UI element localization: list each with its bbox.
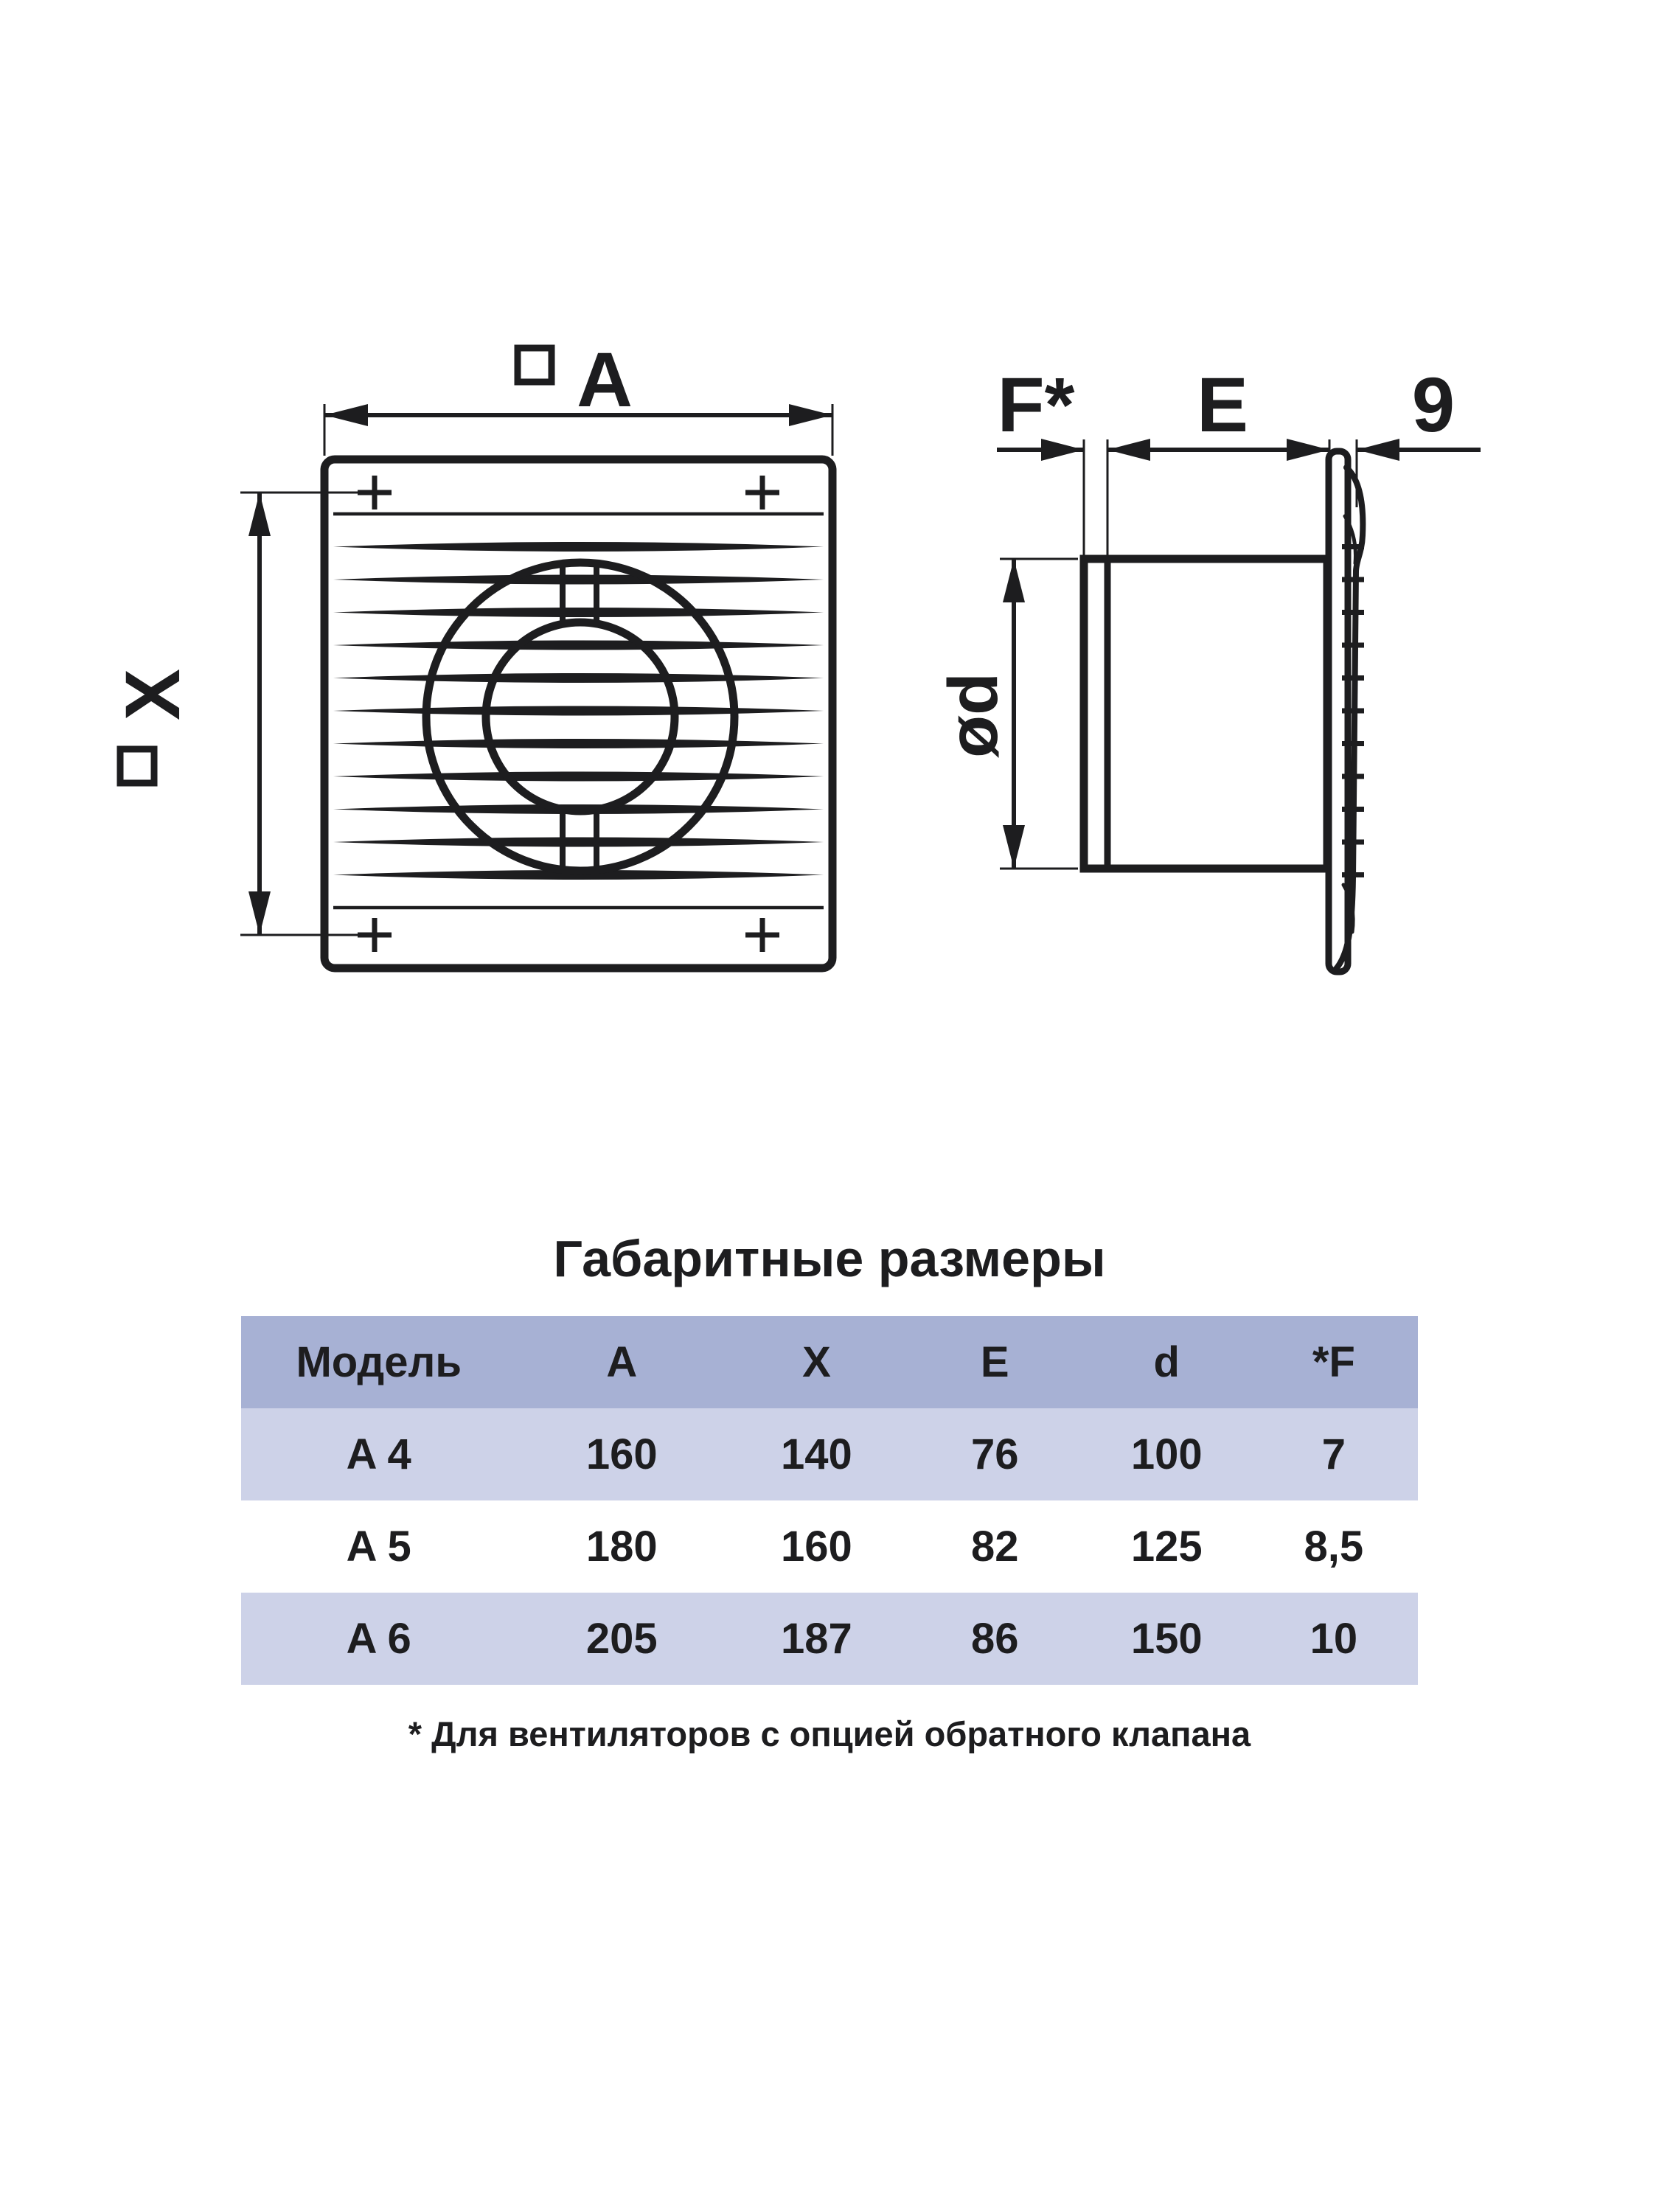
dim-x-letter: X (110, 668, 196, 721)
front-view (110, 337, 832, 968)
dim-x-label (110, 669, 196, 783)
arrowhead-down-icon (1003, 825, 1025, 869)
column-header-f: *F (1312, 1338, 1355, 1386)
cell-d: 150 (1130, 1614, 1203, 1663)
side-view (934, 362, 1481, 972)
arrowhead-left-icon (1107, 439, 1150, 461)
dimensions-table (241, 1316, 1418, 1685)
column-header-d: d (1153, 1338, 1180, 1386)
duct-tube (1084, 559, 1327, 869)
cell-a: 160 (585, 1430, 658, 1478)
square-outline-icon (120, 749, 154, 783)
column-header-model: Модель (296, 1338, 462, 1386)
dim-a-letter: A (577, 337, 633, 423)
cell-x: 160 (781, 1522, 852, 1571)
footnote: * Для вентиляторов с опцией обратного клапана (408, 1714, 1251, 1753)
dim-d-label (934, 672, 1012, 758)
table-row (241, 1593, 1418, 1685)
cell-a: 180 (585, 1522, 658, 1571)
cell-model: A 6 (346, 1614, 411, 1663)
dim-e-label: E (1196, 362, 1249, 448)
table-row (241, 1500, 1418, 1593)
dim-f-label: F* (997, 362, 1075, 448)
section-title: Габаритные размеры (553, 1230, 1106, 1287)
dim-d-text: ød (934, 672, 1012, 759)
table-row (241, 1408, 1418, 1500)
cell-a: 205 (585, 1614, 658, 1663)
table-header-row (241, 1316, 1418, 1408)
arrowhead-left-icon (324, 404, 368, 426)
column-header-x: X (802, 1338, 831, 1386)
cell-model: A 4 (346, 1430, 411, 1478)
cell-f: 7 (1321, 1430, 1346, 1478)
cell-d: 100 (1130, 1430, 1203, 1478)
dim-a-label (518, 337, 633, 423)
column-header-a: A (606, 1338, 638, 1386)
cell-e: 82 (970, 1522, 1019, 1571)
cell-model: A 5 (346, 1522, 411, 1571)
column-header-e: E (980, 1338, 1009, 1386)
cell-f: 8,5 (1304, 1522, 1364, 1571)
arrowhead-right-icon (789, 404, 832, 426)
cell-e: 76 (970, 1430, 1019, 1478)
dim-9-label: 9 (1411, 362, 1455, 448)
cell-d: 125 (1130, 1522, 1203, 1571)
arrowhead-up-icon (248, 493, 271, 536)
cell-x: 140 (781, 1430, 852, 1478)
arrowhead-right-icon (1287, 439, 1329, 461)
cell-e: 86 (970, 1614, 1019, 1663)
arrowhead-left-icon (1357, 439, 1399, 461)
arrowhead-up-icon (1003, 559, 1025, 602)
arrowhead-down-icon (248, 891, 271, 935)
square-outline-icon (518, 348, 552, 382)
cell-f: 10 (1310, 1614, 1358, 1663)
cell-x: 187 (781, 1614, 852, 1663)
